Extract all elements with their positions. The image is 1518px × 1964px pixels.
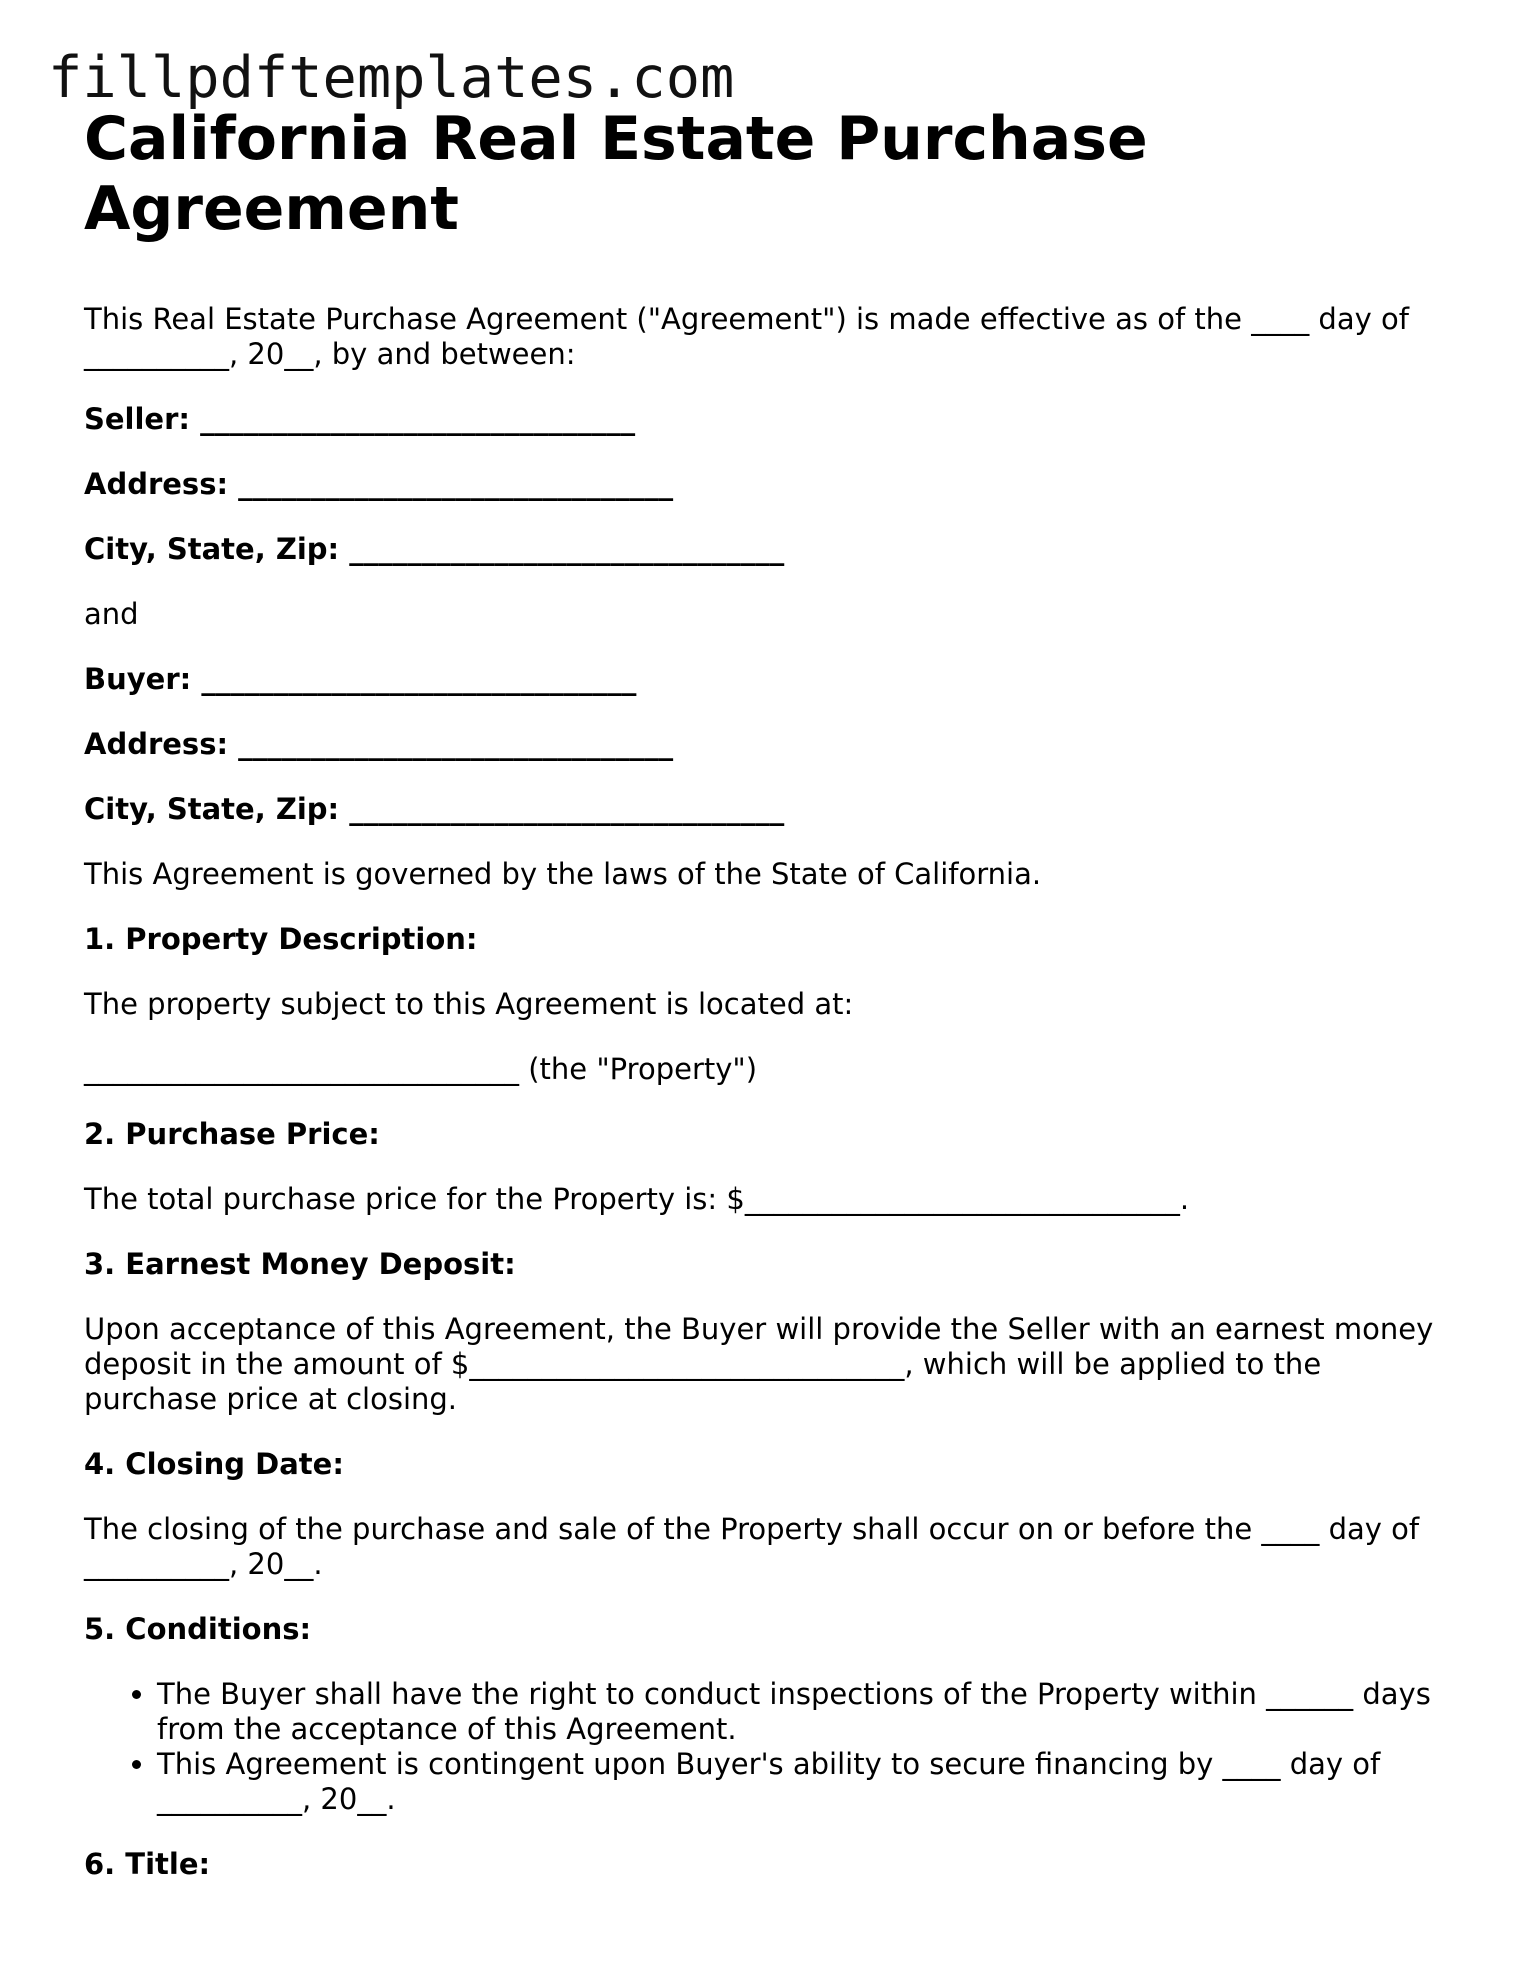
buyer-name-field[interactable]: Buyer: ______________________________ (84, 662, 637, 696)
watermark: fillpdftemplates.com (48, 45, 735, 111)
section-heading-price: 2. Purchase Price: (84, 1117, 380, 1151)
property-text: The property subject to this Agreement is located at: (84, 987, 854, 1021)
and-text: and (84, 597, 139, 631)
seller-name-field[interactable]: Seller: ______________________________ (84, 402, 636, 436)
condition-item-inspection[interactable]: • The Buyer shall have the right to conduct inspections of the Property within ______ days from the acceptance of this Agreement. (157, 1677, 1444, 1747)
buyer-city-field[interactable]: City, State, Zip: ______________________________ (84, 792, 785, 826)
document-title: California Real Estate Purchase Agreement (84, 104, 1148, 244)
condition-item-financing[interactable]: • This Agreement is contingent upon Buyer's ability to secure financing by ____ day of __________, 20__. (157, 1747, 1444, 1817)
purchase-price-field[interactable]: The total purchase price for the Property is: $______________________________. (84, 1182, 1190, 1216)
intro-paragraph: This Real Estate Purchase Agreement ("Agreement") is made effective as of the ____ day of __________, 20__, by and between: (84, 302, 1409, 371)
section-heading-deposit: 3. Earnest Money Deposit: (84, 1247, 516, 1281)
section-heading-closing: 4. Closing Date: (84, 1447, 344, 1481)
deposit-amount-field[interactable]: Upon acceptance of this Agreement, the Buyer will provide the Seller with an earnest money deposit in the amount of $______________________________, which will be applied to the purchase price at closing. (84, 1312, 1434, 1416)
conditions-list (84, 1677, 1444, 1817)
buyer-address-field[interactable]: Address: ______________________________ (84, 727, 674, 761)
section-heading-title: 6. Title: (84, 1847, 211, 1881)
property-address-field[interactable]: ______________________________ (the "Property") (84, 1052, 758, 1086)
document (84, 104, 1444, 1882)
section-heading-conditions: 5. Conditions: (84, 1612, 312, 1646)
governing-law: This Agreement is governed by the laws of the State of California. (84, 857, 1042, 891)
seller-address-field[interactable]: Address: ______________________________ (84, 467, 674, 501)
seller-city-field[interactable]: City, State, Zip: ______________________________ (84, 532, 785, 566)
section-heading-property: 1. Property Description: (84, 922, 478, 956)
closing-date-field[interactable]: The closing of the purchase and sale of the Property shall occur on or before the ____ day of __________, 20__. (84, 1512, 1420, 1581)
